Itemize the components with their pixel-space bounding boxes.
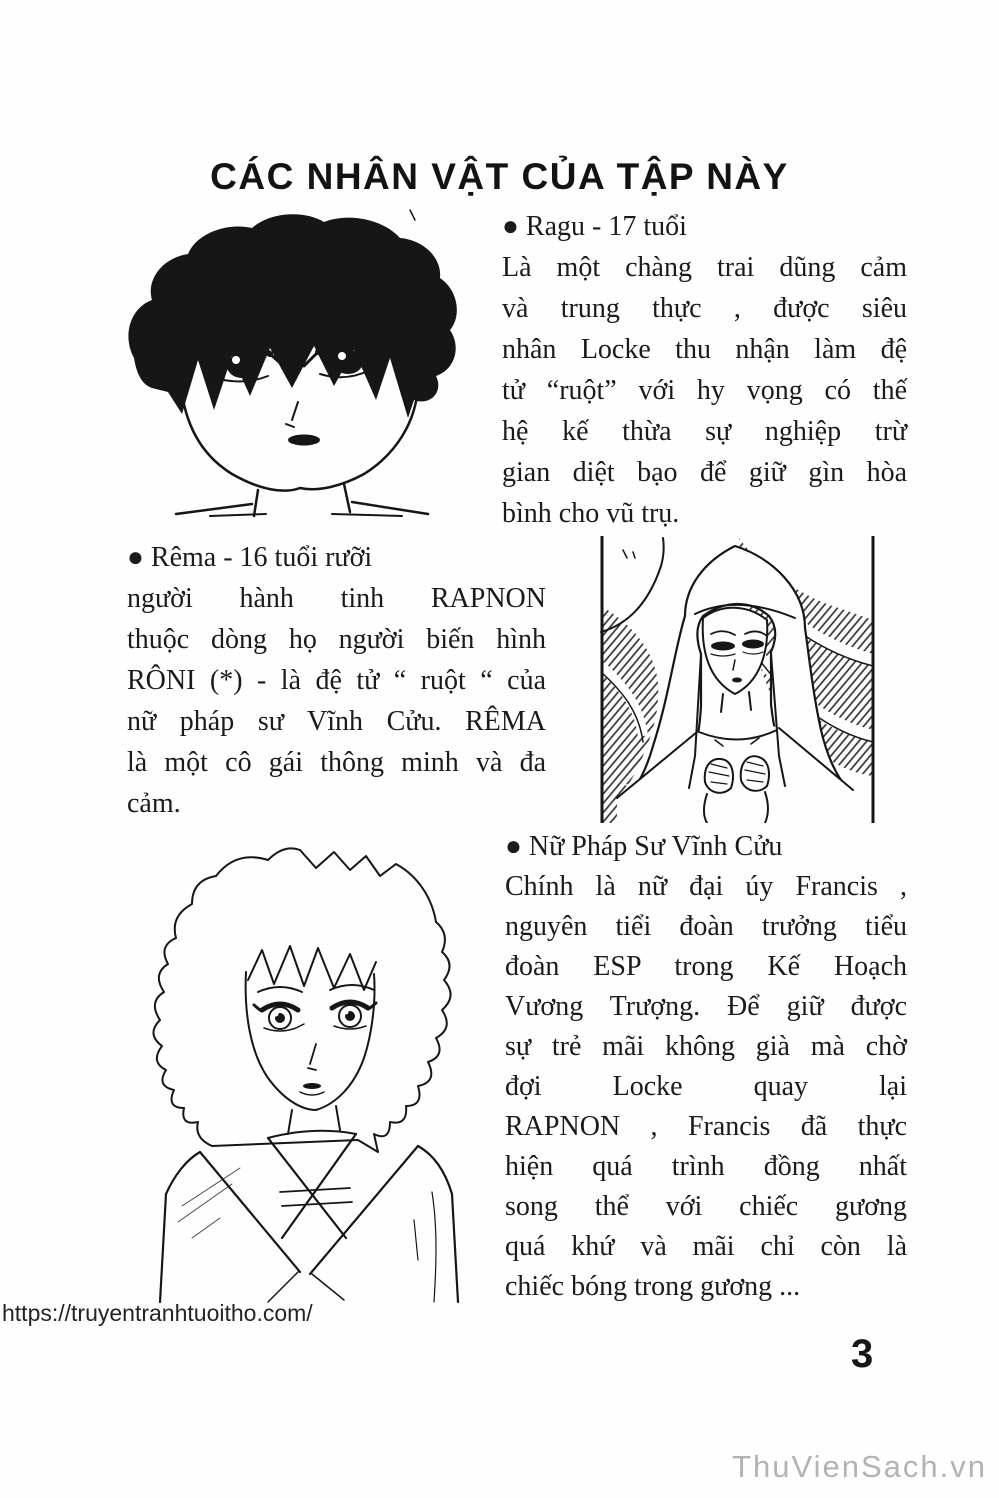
text-line: RAPNON , Francis đã thực (505, 1111, 907, 1142)
rema-portrait-illustration (148, 840, 482, 1304)
text-line: đợi Locke quay lại (505, 1071, 907, 1102)
text-line: người hành tinh RAPNON (127, 583, 546, 614)
phap-su-panel-illustration (599, 536, 876, 823)
rema-description (127, 537, 546, 824)
text-line: tử “ruột” với hy vọng có thế (502, 375, 907, 406)
page-number: 3 (851, 1332, 874, 1376)
rema-heading: ● Rêma - 16 tuổi rưỡi (127, 542, 373, 573)
rema-paragraph (127, 578, 546, 783)
ragu-heading: ● Ragu - 17 tuổi (502, 211, 687, 242)
phap-su-heading: ● Nữ Pháp Sư Vĩnh Cửu (505, 831, 783, 862)
phap-su-description (505, 827, 907, 1307)
source-url: https://truyentranhtuoitho.com/ (2, 1300, 313, 1326)
rema-paragraph-last-line: cảm. (127, 788, 181, 819)
page-title: CÁC NHÂN VẬT CỦA TẬP NÀY (210, 155, 789, 197)
text-line: Chính là nữ đại úy Francis , (505, 871, 907, 902)
text-line: song thể với chiếc gương (505, 1191, 907, 1222)
phap-su-paragraph-last-line: chiếc bóng trong gương ... (505, 1271, 801, 1302)
ragu-description (502, 206, 907, 534)
text-line: đoàn ESP trong Kế Hoạch (505, 951, 907, 982)
text-line: RÔNI (*) - là đệ tử “ ruột “ của (127, 665, 546, 696)
text-line: nguyên tiểi đoàn trưởng tiểu (505, 911, 907, 942)
text-line: thuộc dòng họ người biến hình (127, 624, 546, 655)
ragu-paragraph-last-line: bình cho vũ trụ. (502, 498, 680, 529)
watermark: ThuVienSach.vn (732, 1449, 987, 1484)
text-line: quá khứ và mãi chỉ còn là (505, 1231, 907, 1262)
phap-su-paragraph (505, 867, 907, 1267)
curly-hair-woman-drawing (148, 840, 482, 1304)
text-line: là một cô gái thông minh và đa (127, 747, 546, 778)
text-line: nữ pháp sư Vĩnh Cửu. RÊMA (127, 706, 546, 737)
text-line: nhân Locke thu nhận làm đệ (502, 334, 907, 365)
ragu-paragraph (502, 247, 907, 493)
boy-face-drawing (118, 208, 466, 520)
ragu-portrait-illustration (118, 208, 466, 520)
veiled-woman-drawing (599, 536, 876, 823)
text-line: hệ kế thừa sự nghiệp trừ (502, 416, 907, 447)
text-line: và trung thực , được siêu (502, 293, 907, 324)
text-line: hiện quá trình đồng nhất (505, 1151, 907, 1182)
text-line: Vương Trượng. Để giữ được (505, 991, 907, 1022)
text-line: Là một chàng trai dũng cảm (502, 252, 907, 283)
text-line: gian diệt bạo để giữ gìn hòa (502, 457, 907, 488)
text-line: sự trẻ mãi không già mà chờ (505, 1031, 907, 1062)
